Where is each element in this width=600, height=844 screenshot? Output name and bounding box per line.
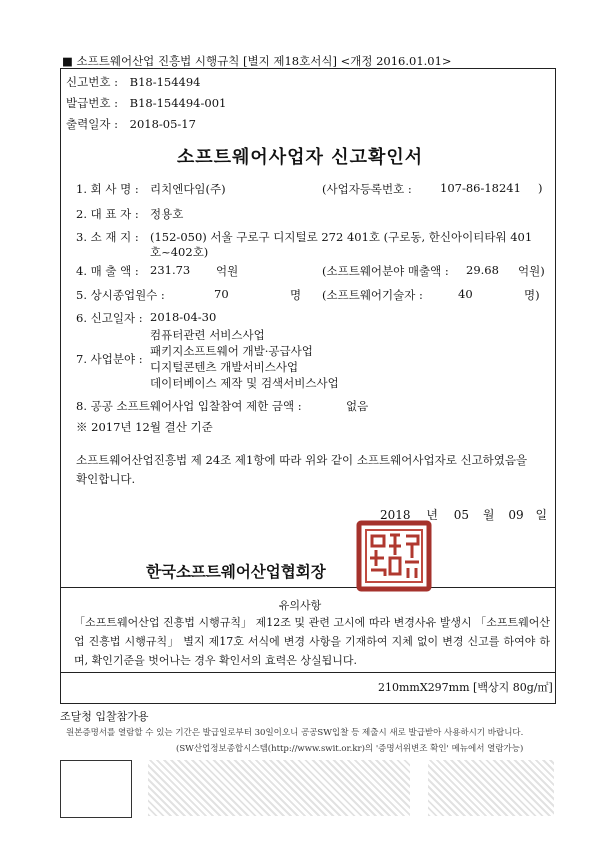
print-date-label: 출력일자 : [66, 117, 118, 131]
report-number [66, 74, 201, 90]
paper-size: 210mmX297mm [백상지 80g/㎡] [378, 681, 553, 694]
report-date-label: 6. 신고일자 : [76, 311, 143, 325]
business-field-item: 패키지소프트웨어 개발·공급사업 [150, 344, 313, 358]
report-number-value: B18-154494 [129, 75, 201, 89]
issue-month: 05 [453, 508, 470, 522]
security-pattern [148, 760, 410, 816]
sales-label: 4. 매 출 액 : [76, 264, 139, 278]
sales-value: 231.73 [150, 263, 191, 277]
settlement-note: ※ 2017년 12월 결산 기준 [76, 420, 213, 434]
confirmation-statement: 소프트웨어산업진흥법 제 24조 제1항에 따라 위와 같이 소프트웨어사업자로 신고하였음을 확인합니다. [76, 453, 528, 486]
official-seal-icon [356, 520, 432, 592]
bid-limit-label: 8. 공공 소프트웨어사업 입찰참여 제한 금액 : [76, 399, 302, 413]
bizno-value: 107-86-18241 [440, 181, 521, 195]
sw-staff-label: (소프트웨어기술자 : [322, 288, 423, 302]
ceo-label: 2. 대 표 자 : [76, 207, 139, 221]
issue-number-value: B18-154494-001 [129, 96, 227, 110]
issue-number-label: 발급번호 : [66, 96, 118, 110]
footer-note-line-2: (SW산업정보종합시스템(http://www.swit.or.kr)의 '증명서위변조 확인' 메뉴에서 열람가능) [176, 744, 524, 754]
bizno-label: (사업자등록번호 : [322, 182, 412, 196]
month-suffix: 월 [482, 508, 495, 522]
sales-unit: 억원 [216, 264, 239, 278]
staff-label: 5. 상시종업원수 : [76, 288, 165, 302]
security-pattern [428, 760, 554, 816]
footer-note-line-1: 원본증명서를 열람할 수 있는 기간은 발급일로부터 30일이오니 공공SW입찰 등 제출시 새로 발급받아 사용하시기 바랍니다. [66, 728, 524, 738]
bizno-close: ) [538, 181, 543, 195]
signer: 한국소프트웨어산업협회장 [146, 562, 326, 581]
company-value: 리치엔다임(주) [150, 182, 226, 196]
bid-purpose: 조달청 입찰참가용 [60, 710, 149, 723]
notice-title: 유의사항 [278, 599, 322, 612]
staff-value: 70 [214, 287, 229, 301]
sw-sales-value: 29.68 [466, 263, 499, 277]
divider [60, 672, 556, 673]
document-title: 소프트웨어사업자 신고확인서 [176, 147, 424, 168]
bid-limit-value: 없음 [346, 399, 369, 413]
day-suffix: 일 [535, 508, 548, 522]
print-date-value: 2018-05-17 [129, 117, 196, 131]
address-line-2: 호~402호) [150, 245, 209, 259]
sw-staff-unit: 명) [524, 288, 540, 302]
business-field-label: 7. 사업분야 : [76, 352, 143, 366]
form-reference: ■ 소프트웨어산업 진흥법 시행규칙 [별지 제18호서식] <개정 2016.01.01> [62, 54, 452, 68]
notice-text: 「소프트웨어산업 진흥법 시행규칙」 제12조 및 관련 고시에 따라 변경사유 발생시 「소프트웨어산업 진흥법 시행규칙」 별지 제17호 서식에 변경 사항을 기재하여 지체 없이 변경 신고를 하여야 하며, 확인기준을 벗어나는 경우 확인서의 효력은 상실됩니다. [74, 616, 550, 667]
business-field-item: 컴퓨터관련 서비스사업 [150, 328, 265, 342]
staff-unit: 명 [290, 288, 302, 302]
print-date [66, 116, 196, 132]
sw-staff-value: 40 [458, 287, 473, 301]
address-line-1: (152-050) 서울 구로구 디지털로 272 401호 (구로동, 한신아이티타워 401 [150, 230, 533, 244]
business-field-item: 디지털콘텐츠 개발서비스사업 [150, 360, 299, 374]
company-label: 1. 회 사 명 : [76, 182, 139, 196]
year-suffix: 년 [426, 508, 438, 522]
divider [60, 587, 556, 588]
report-date-value: 2018-04-30 [150, 310, 217, 324]
sw-sales-label: (소프트웨어분야 매출액 : [322, 264, 449, 278]
business-field-item: 데이터베이스 제작 및 검색서비스사업 [150, 376, 339, 390]
issue-day: 09 [508, 508, 524, 522]
address-label: 3. 소 재 지 : [76, 230, 139, 244]
sw-sales-unit: 억원) [518, 264, 545, 278]
barcode-box [60, 760, 132, 818]
report-number-label: 신고번호 : [66, 75, 118, 89]
issue-year: 2018 [380, 508, 411, 522]
ceo-value: 정용호 [150, 207, 184, 221]
issue-number [66, 95, 226, 111]
